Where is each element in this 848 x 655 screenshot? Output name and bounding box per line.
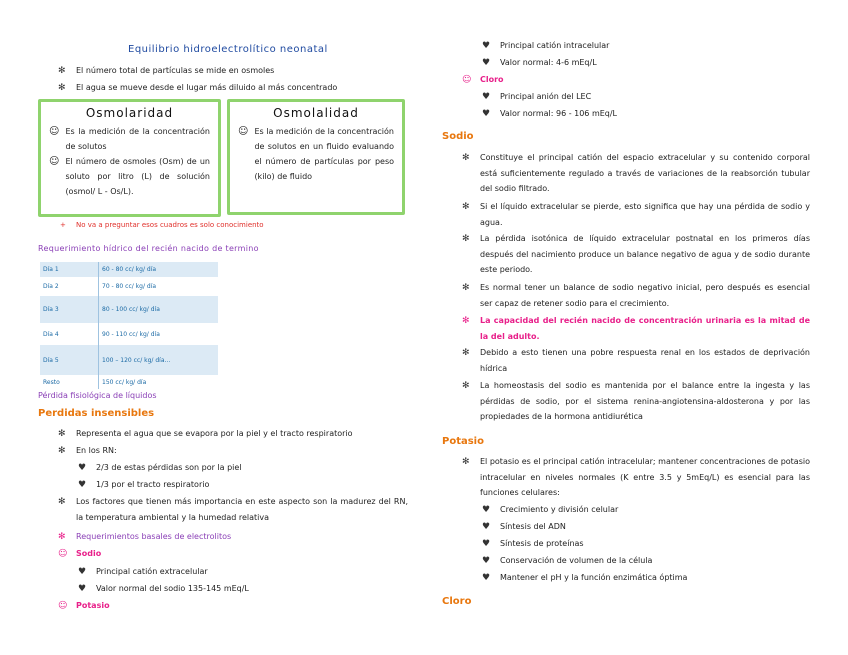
table-row <box>40 262 218 277</box>
table-cell: Día 2 <box>40 277 99 296</box>
cloro-heading: Cloro <box>442 596 472 607</box>
osmolaridad-heading: Osmolaridad <box>85 106 174 120</box>
heart-bullet-icon: ♥ <box>482 58 491 68</box>
smile-icon: ☺ <box>462 75 472 85</box>
heart-bullet-icon: ♥ <box>482 109 491 119</box>
cloro-item: Valor normal: 96 - 106 mEq/L <box>500 109 618 118</box>
star-bullet-icon: ✻ <box>462 283 470 293</box>
star-bullet-icon: ✻ <box>462 234 470 244</box>
star-bullet-icon: ✻ <box>58 532 66 542</box>
heart-bullet-icon: ♥ <box>482 41 491 51</box>
osmolalidad-box <box>227 99 405 215</box>
potasio-function: Síntesis del ADN <box>500 522 566 531</box>
sodio-label: Sodio <box>76 549 102 558</box>
requirement-table <box>40 262 218 389</box>
sodio-paragraph: La pérdida isotónica de líquido extracelular postnatal en los primeros días después del nacimiento produce un balance negativo de agua y de sodio durante este periodo. <box>480 234 810 274</box>
cloro-label: Cloro <box>480 75 504 84</box>
potasio-item: Principal catión intracelular <box>500 41 610 50</box>
table-cell: 70 - 80 cc/ kg/ día <box>99 277 219 296</box>
star-bullet-icon: ✻ <box>462 316 470 326</box>
sodio-highlight: La capacidad del recién nacido de concentración urinaria es la mitad de la del adulto. <box>480 316 810 341</box>
smile-icon: ☺ <box>49 126 60 137</box>
cloro-item: Principal anión del LEC <box>500 92 592 101</box>
table-cell: Día 4 <box>40 323 99 345</box>
potasio-function: Conservación de volumen de la célula <box>500 556 653 565</box>
sodio-paragraph: Constituye el principal catión del espacio extracelular y su contenido corporal está suficientemente regulado a través de variaciones de la reabsorción tubular del sodio filtrado. <box>480 153 810 193</box>
plus-icon: + <box>60 221 66 229</box>
smile-icon: ☺ <box>49 156 60 167</box>
table-cell: 80 - 100 cc/ kg/ día <box>99 296 219 323</box>
table-row <box>40 345 218 375</box>
sodio-paragraph: Debido a esto tienen una pobre respuesta renal en los estados de deprivación hídrica <box>480 348 810 373</box>
box-item: El número de osmoles (Osm) de un soluto por litro (L) de solución (osmol/ L - Os/L). <box>65 157 210 196</box>
insensible-subitem: 2/3 de estas pérdidas son por la piel <box>96 463 242 472</box>
star-bullet-icon: ✻ <box>58 446 66 456</box>
table-cell: Día 1 <box>40 262 99 277</box>
heart-bullet-icon: ♥ <box>78 463 87 473</box>
smile-icon: ☺ <box>58 549 68 559</box>
basal-heading: Requerimientos basales de electrolitos <box>76 532 232 541</box>
sodio-paragraph: La homeostasis del sodio es mantenida por el balance entre la ingesta y las pérdidas de sodio, por el sistema renina-angiotensina-aldosterona y por las propiedades de la hormona antidiurética <box>480 381 810 421</box>
table-row <box>40 323 218 345</box>
sodio-paragraph: Es normal tener un balance de sodio negativo inicial, pero después es esencial ser capaz de retener sodio para el crecimiento. <box>480 283 810 308</box>
heart-bullet-icon: ♥ <box>482 505 491 515</box>
osmolaridad-box <box>38 99 221 217</box>
star-bullet-icon: ✻ <box>58 83 66 93</box>
heart-bullet-icon: ♥ <box>482 522 491 532</box>
sodio-item: Valor normal del sodio 135-145 mEq/L <box>96 584 249 593</box>
intro-item: El agua se mueve desde el lugar más diluido al más concentrado <box>76 83 338 92</box>
star-bullet-icon: ✻ <box>58 497 66 507</box>
table-cell: Día 3 <box>40 296 99 323</box>
heart-bullet-icon: ♥ <box>482 573 491 583</box>
heart-bullet-icon: ♥ <box>482 539 491 549</box>
insensible-subitem: 1/3 por el tracto respiratorio <box>96 480 210 489</box>
potasio-function: Crecimiento y división celular <box>500 505 619 514</box>
smile-icon: ☺ <box>238 126 249 137</box>
heart-bullet-icon: ♥ <box>78 584 87 594</box>
box-item: Es la medición de la concentración de solutos <box>65 127 210 151</box>
sodio-heading: Sodio <box>442 131 474 142</box>
boxes-note: No va a preguntar esos cuadros es solo conocimiento <box>76 221 264 229</box>
heart-bullet-icon: ♥ <box>482 92 491 102</box>
table-row <box>40 277 218 296</box>
star-bullet-icon: ✻ <box>58 66 66 76</box>
requirement-heading: Requerimiento hídrico del recién nacido de termino <box>38 244 259 253</box>
star-bullet-icon: ✻ <box>462 457 470 467</box>
smile-icon: ☺ <box>58 601 68 611</box>
heart-bullet-icon: ♥ <box>78 480 87 490</box>
table-row <box>40 296 218 323</box>
heart-bullet-icon: ♥ <box>78 567 87 577</box>
table-cell: 150 cc/ kg/ día <box>99 375 219 389</box>
table-cell: 100 – 120 cc/ kg/ día... <box>99 345 219 375</box>
potasio-label: Potasio <box>76 601 110 610</box>
heart-bullet-icon: ♥ <box>482 556 491 566</box>
star-bullet-icon: ✻ <box>462 153 470 163</box>
box-item: Es la medición de la concentración de solutos en un fluido evaluando el número de partículas por peso (kilo) de fluido <box>254 127 394 181</box>
table-row <box>40 375 218 389</box>
insensible-item: En los RN: <box>76 446 117 455</box>
potasio-item: Valor normal: 4-6 mEq/L <box>500 58 597 67</box>
table-cell: Resto <box>40 375 99 389</box>
osmolalidad-heading: Osmolalidad <box>273 106 359 120</box>
star-bullet-icon: ✻ <box>462 381 470 391</box>
insensible-item: Representa el agua que se evapora por la piel y el tracto respiratorio <box>76 429 353 438</box>
potasio-heading: Potasio <box>442 436 484 447</box>
star-bullet-icon: ✻ <box>462 202 470 212</box>
star-bullet-icon: ✻ <box>462 348 470 358</box>
table-cell: Día 5 <box>40 345 99 375</box>
table-cell: 60 - 80 cc/ kg/ día <box>99 262 219 277</box>
sodio-paragraph: Si el líquido extracelular se pierde, esto significa que hay una pérdida de sodio y agua. <box>480 202 810 227</box>
physio-loss-heading: Pérdida fisiológica de líquidos <box>38 391 157 400</box>
insensible-item: Los factores que tienen más importancia en este aspecto son la madurez del RN, la temperatura ambiental y la humedad relativa <box>76 497 408 522</box>
potasio-function: Mantener el pH y la función enzimática óptima <box>500 573 688 582</box>
star-bullet-icon: ✻ <box>58 429 66 439</box>
insensible-heading: Perdidas insensibles <box>38 408 155 419</box>
potasio-intro: El potasio es el principal catión intracelular; mantener concentraciones de potasio intracelular en niveles normales (K entre 3.5 y 5mEq/L) es esencial para las funciones celulares: <box>480 457 810 497</box>
potasio-function: Síntesis de proteínas <box>500 539 584 548</box>
intro-item: El número total de partículas se mide en osmoles <box>76 66 275 75</box>
page-title: Equilibrio hidroelectrolítico neonatal <box>128 44 328 55</box>
sodio-item: Principal catión extracelular <box>96 567 208 576</box>
table-cell: 90 - 110 cc/ kg/ día <box>99 323 219 345</box>
